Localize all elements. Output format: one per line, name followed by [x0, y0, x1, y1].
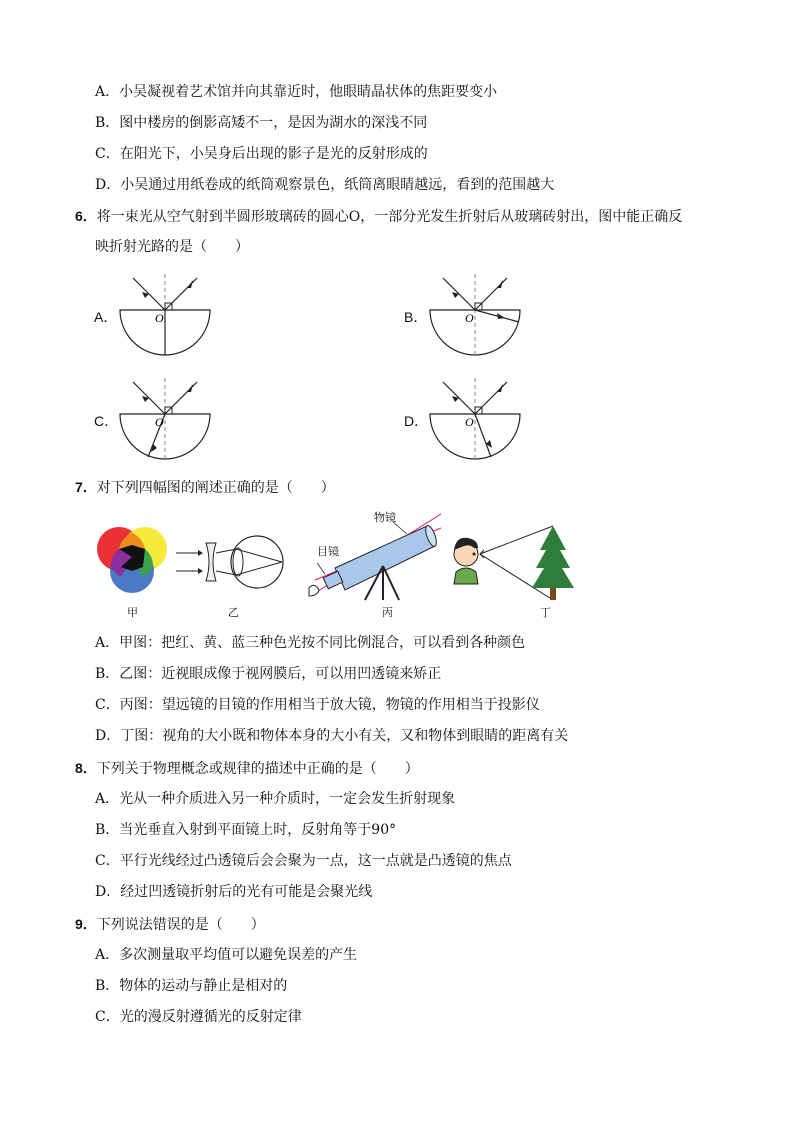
- q6-label-a: A．: [94, 309, 118, 325]
- q9-option-b: B．物体的运动与静止是相对的: [95, 978, 288, 994]
- svg-text:O: O: [155, 415, 164, 429]
- svg-text:O: O: [465, 311, 474, 325]
- q7-option-a: A．甲图：把红、黄、蓝三种色光按不同比例混合，可以看到各种颜色: [95, 635, 526, 651]
- q6-diagram-d: [425, 374, 530, 464]
- q7-label-eyepiece: 目镜: [317, 545, 339, 558]
- q7-caption-bing: 丙: [382, 606, 393, 619]
- q6-stem: [75, 207, 682, 226]
- q8-option-a: A．光从一种介质进入另一种介质时，一定会发生折射现象: [95, 791, 456, 807]
- q6-diagram-b: [425, 270, 530, 360]
- q7-number: 7．: [75, 479, 97, 495]
- q8-option-b: B．当光垂直入射到平面镜上时，反射角等于90°: [95, 822, 397, 838]
- svg-text:O: O: [465, 415, 474, 429]
- q9-option-a: A．多次测量取平均值可以避免误差的产生: [95, 947, 358, 963]
- q6-number: 6．: [75, 208, 97, 224]
- q9-stem: 9．下列说法错误的是（ ）: [75, 916, 265, 933]
- q8-option-d: D．经过凹透镜折射后的光有可能是会聚光线: [95, 884, 373, 900]
- q6-stem-line1: 将一束光从空气射到半圆形玻璃砖的圆心O，一部分光发生折射后从玻璃砖射出，图中能正确反: [96, 209, 683, 225]
- q9-number: 9．: [75, 916, 97, 932]
- q6-label-b: B．: [404, 309, 428, 325]
- q7-figure-yi-eye-lens: [172, 523, 290, 603]
- q7-figure-jia-color-mixing: [95, 523, 170, 601]
- q6-diagram-c: [115, 374, 220, 464]
- q6-label-c: C．: [94, 413, 119, 429]
- q5-option-b: B．图中楼房的倒影高矮不一，是因为湖水的深浅不同: [95, 115, 428, 131]
- q5-option-c: C．在阳光下，小吴身后出现的影子是光的反射形成的: [95, 146, 428, 162]
- q5-option-a: A．小吴凝视着艺术馆并向其靠近时，他眼睛晶状体的焦距要变小: [95, 84, 498, 100]
- q7-label-objective: 物镜: [374, 511, 396, 524]
- q8-option-c: C．平行光线经过凸透镜后会会聚为一点，这一点就是凸透镜的焦点: [95, 853, 512, 869]
- q5-option-d: D．小吴通过用纸卷成的纸筒观察景色，纸筒离眼睛越远，看到的范围越大: [95, 177, 555, 193]
- q7-option-d: D．丁图：视角的大小既和物体本身的大小有关，又和物体到眼睛的距离有关: [95, 728, 569, 744]
- q7-option-c: C．丙图：望远镜的目镜的作用相当于放大镜，物镜的作用相当于投影仪: [95, 697, 540, 713]
- q6-diagram-a: [115, 270, 220, 360]
- q6-stem-line2: 映折射光路的是（ ）: [95, 239, 249, 255]
- q8-stem: 8．下列关于物理概念或规律的描述中正确的是（ ）: [75, 760, 419, 777]
- q8-number: 8．: [75, 760, 97, 776]
- q9-option-c: C．光的漫反射遵循光的反射定律: [95, 1009, 302, 1025]
- q7-figure-ding-visual-angle: [448, 520, 578, 604]
- q7-caption-ding: 丁: [540, 606, 551, 619]
- q7-option-b: B．乙图：近视眼成像于视网膜后，可以用凹透镜来矫正: [95, 666, 442, 682]
- q7-caption-jia: 甲: [127, 606, 138, 619]
- q7-stem: 7．对下列四幅图的阐述正确的是（ ）: [75, 479, 335, 496]
- q6-label-d: D．: [404, 413, 429, 429]
- q6-center-label: O: [155, 311, 164, 325]
- q7-caption-yi: 乙: [228, 606, 239, 619]
